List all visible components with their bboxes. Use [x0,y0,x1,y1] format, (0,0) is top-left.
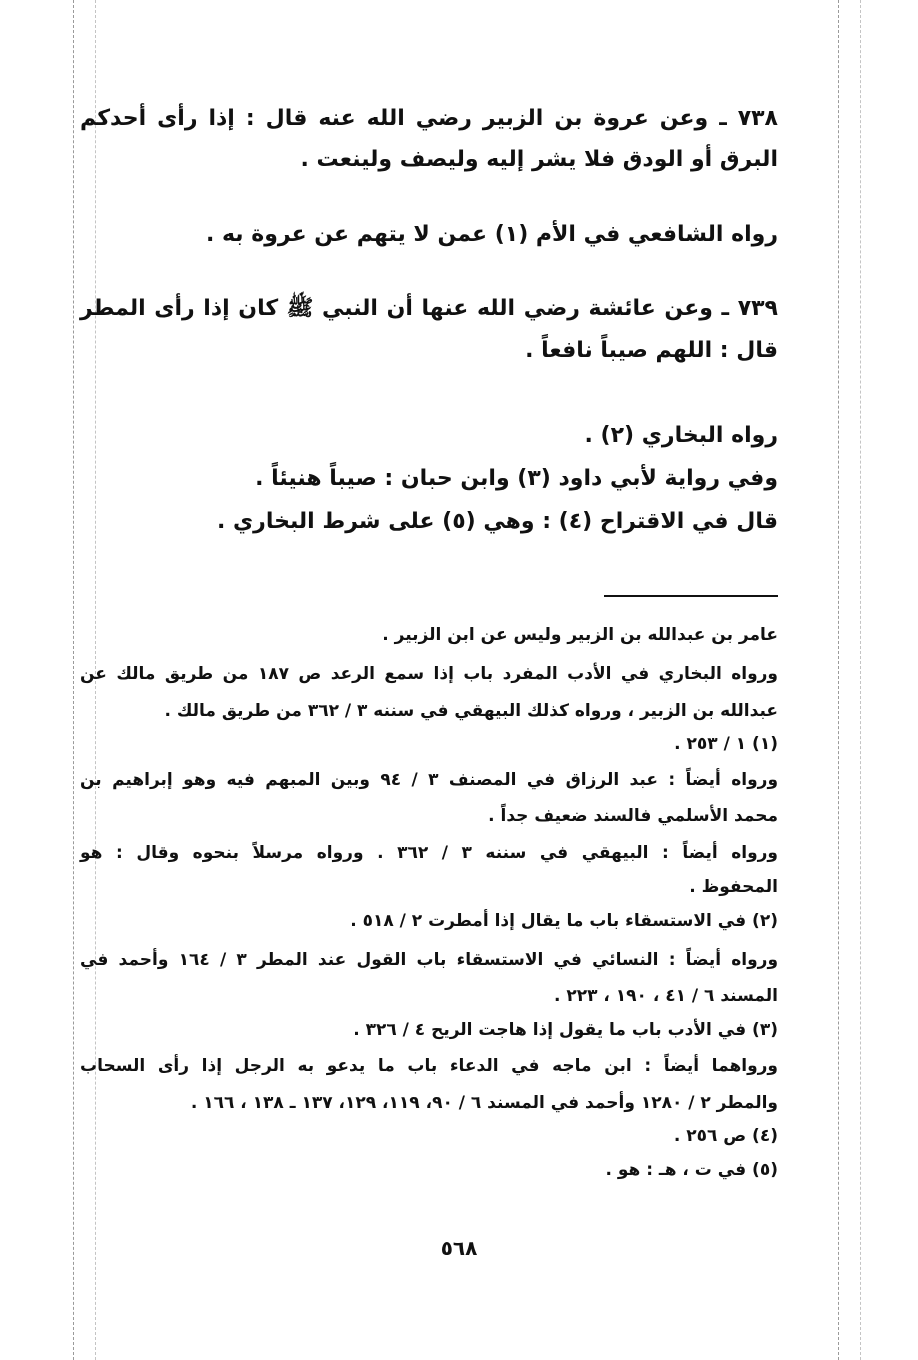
footnote-line: عبدالله بن الزبير ، ورواه كذلك البيهقي في سننه ٣ / ٣٦٢ من طريق مالك . [164,701,778,721]
hadith-739-line-2: قال : اللهم صيباً نافعاً . [525,338,778,363]
footnote-line: ورواه البخاري في الأدب المفرد باب إذا سمع الرعد ص ١٨٧ من طريق مالك عن [80,664,778,684]
hadith-739-line-1: ٧٣٩ ـ وعن عائشة رضي الله عنها أن النبي ﷺ كان إذا رأى المطر [80,296,778,321]
footnote-line: (٤) ص ٢٥٦ . [673,1126,778,1146]
footnote-line: (٢) في الاستسقاء باب ما يقال إذا أمطرت ٢ / ٥١٨ . [350,911,778,931]
footnote-line: محمد الأسلمي فالسند ضعيف جداً . [488,806,778,826]
source-738: رواه الشافعي في الأم (١) عمن لا يتهم عن عروة به . [205,222,778,247]
footnote-line: (١) ١ / ٢٥٣ . [674,734,778,754]
footnote-line: (٣) في الأدب باب ما يقول إذا هاجت الريح ٤ / ٣٢٦ . [353,1020,778,1040]
scan-guide-line [73,0,74,1360]
hadith-738-line-1: ٧٣٨ ـ وعن عروة بن الزبير رضي الله عنه قال : إذا رأى أحدكم [80,106,778,131]
footnote-line: ورواه أيضاً : عبد الرزاق في المصنف ٣ / ٩٤ وبين المبهم فيه وهو إبراهيم بن [80,770,779,790]
source-739-line-3: قال في الاقتراح (٤) : وهي (٥) على شرط البخاري . [216,509,778,534]
footnote-line: والمطر ٢ / ١٢٨٠ وأحمد في المسند ٦ / ٩٠، ١١٩، ١٢٩، ١٣٧ ـ ١٣٨ ، ١٦٦ . [190,1093,778,1113]
footnote-line: ورواهما أيضاً : ابن ماجه في الدعاء باب ما يدعو به الرجل إذا رأى السحاب [80,1056,778,1076]
footnote-line: ورواه أيضاً : البيهقي في سننه ٣ / ٣٦٢ . ورواه مرسلاً بنحوه وقال : هو [80,843,778,863]
footnote-line: المسند ٦ / ٤١ ، ١٩٠ ، ٢٢٣ . [553,986,778,1006]
hadith-738-line-2: البرق أو الودق فلا يشر إليه وليصف ولينعت . [300,147,778,172]
footnote-line: عامر بن عبدالله بن الزبير وليس عن ابن الزبير . [382,625,778,645]
scan-guide-line [860,0,861,1360]
source-739-line-1: رواه البخاري (٢) . [584,423,778,448]
footnote-line: ورواه أيضاً : النسائي في الاستسقاء باب القول عند المطر ٣ / ١٦٤ وأحمد في [80,950,779,970]
footnote-separator [604,595,778,597]
footnote-line: (٥) في ت ، هـ : هو . [605,1160,778,1180]
source-739-line-2: وفي رواية لأبي داود (٣) وابن حبان : صيباً هنيئاً . [255,466,778,491]
footnote-line: المحفوظ . [689,877,778,897]
scan-guide-line [838,0,839,1360]
page-number: ٥٦٨ [440,1236,478,1260]
